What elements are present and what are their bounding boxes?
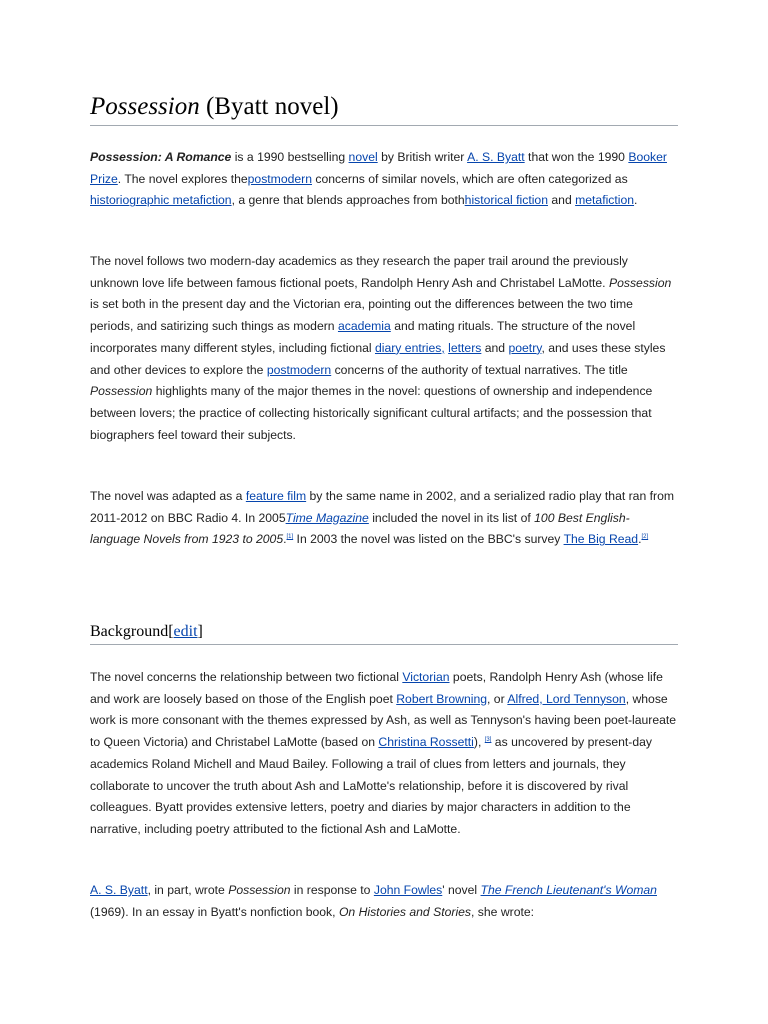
text: concerns of the authority of textual narratives. The title bbox=[331, 362, 628, 377]
text: ), bbox=[473, 735, 485, 750]
link-historiographic-metafiction[interactable]: historiographic metafiction bbox=[90, 193, 232, 208]
bold-title: Possession: A Romance bbox=[90, 150, 232, 164]
edit-section bbox=[168, 623, 203, 640]
heading-text: Background bbox=[90, 623, 169, 640]
link-alfred-lord-tennyson[interactable]: Alfred, Lord Tennyson bbox=[507, 691, 626, 706]
link-metafiction[interactable]: metafiction bbox=[575, 193, 635, 208]
plot-paragraph bbox=[90, 251, 678, 446]
text: that won the 1990 bbox=[524, 150, 629, 164]
reference-2 bbox=[641, 534, 648, 540]
intro-paragraph bbox=[90, 147, 678, 212]
bracket: ] bbox=[197, 623, 203, 640]
adaptation-paragraph bbox=[90, 486, 678, 551]
text: in response to bbox=[290, 883, 374, 897]
text: by British writer bbox=[377, 150, 468, 164]
link-french-lieutenants-woman[interactable] bbox=[481, 883, 657, 897]
text: (1969). In an essay in Byatt's nonfiction book, bbox=[90, 904, 339, 919]
link-diary-entries[interactable]: diary entries, bbox=[374, 340, 445, 355]
text: The novel was adapted as a bbox=[90, 489, 246, 503]
page-title-rest: (Byatt novel) bbox=[199, 93, 339, 120]
link-the-big-read[interactable]: The Big Read bbox=[563, 532, 639, 547]
link-as-byatt-2[interactable]: A. S. Byatt bbox=[90, 883, 148, 897]
text: concerns of similar novels, which are often categorized as bbox=[312, 171, 628, 186]
italic-text: Possession bbox=[228, 883, 291, 897]
text: . bbox=[283, 532, 287, 547]
link-text: The French Lieutenant's Woman bbox=[480, 883, 657, 897]
text: The novel concerns the relationship between two fictional bbox=[90, 670, 403, 684]
section-heading-background bbox=[90, 622, 678, 645]
page-title bbox=[90, 92, 678, 126]
bracket: [ bbox=[168, 623, 174, 640]
text: , a genre that blends approaches from both bbox=[231, 193, 465, 208]
link-booker-prize[interactable]: Booker Prize bbox=[90, 150, 667, 186]
link-postmodern-2[interactable]: postmodern bbox=[266, 362, 332, 377]
text: In 2003 the novel was listed on the BBC's survey bbox=[293, 532, 564, 547]
text: ' novel bbox=[442, 883, 481, 897]
text: included the novel in its list of bbox=[368, 510, 535, 525]
text: The novel follows two modern-day academics as they research the paper trail around the previously unknown love life between famous fictional poets, Randolph Henry Ash and Christabel LaMotte. bbox=[90, 254, 628, 290]
link-victorian[interactable]: Victorian bbox=[402, 670, 450, 684]
text: as uncovered by present-day academics Roland Michell and Maud Bailey. Following a trail of clues from letters and journals, they collaborate to uncover the truth about Ash and LaMotte's relationship, before it is discovered by rival colleagues. Byatt provides extensive letters, poetry and diaries by major characters in addition to the narrative, including poetry attributed to the fictional Ash and LaMotte. bbox=[90, 735, 652, 836]
text: is a 1990 bestselling bbox=[231, 150, 349, 164]
text: highlights many of the major themes in the novel: questions of ownership and independence between lovers; the practice of collecting historically significant cultural artifacts; and the possession that biographers feel toward their subjects. bbox=[90, 384, 653, 442]
link-postmodern[interactable]: postmodern bbox=[247, 171, 312, 186]
text: by the same name in 2002, and a serialized radio play that ran from 2011-2012 on BBC Radio 4. In 2005 bbox=[90, 489, 675, 525]
link-as-byatt[interactable]: A. S. Byatt bbox=[467, 150, 525, 164]
text: and bbox=[481, 340, 509, 355]
text: and bbox=[548, 193, 576, 208]
italic-text: Possession bbox=[608, 275, 672, 290]
link-robert-browning[interactable]: Robert Browning bbox=[396, 691, 488, 706]
text: , or bbox=[487, 691, 508, 706]
text: . bbox=[634, 193, 638, 208]
reference-link[interactable]: [1] bbox=[286, 534, 294, 541]
link-time-magazine[interactable] bbox=[286, 511, 369, 525]
link-text: Time Magazine bbox=[285, 510, 369, 525]
italic-text: Possession bbox=[90, 384, 153, 399]
link-historical-fiction[interactable]: historical fiction bbox=[464, 193, 548, 208]
text: is set both in the present day and the Victorian era, pointing out the differences between the two time periods, and satirizing such things as modern bbox=[90, 297, 633, 334]
background-paragraph bbox=[90, 667, 678, 841]
link-novel[interactable]: novel bbox=[348, 150, 378, 164]
text: and mating rituals. The structure of the novel incorporates many different styles, including fictional bbox=[90, 319, 636, 355]
text: . bbox=[638, 532, 642, 547]
link-christina-rossetti[interactable]: Christina Rossetti bbox=[378, 735, 474, 750]
text: , whose work is more consonant with the themes expressed by Ash, as well as Tennyson's having been poet-laureate to Queen Victoria) and Christabel LaMotte (based on bbox=[90, 691, 677, 750]
byatt-paragraph bbox=[90, 880, 678, 923]
reference-link[interactable]: [3] bbox=[484, 737, 492, 744]
reference-link[interactable]: [2] bbox=[641, 534, 649, 541]
italic-text: 100 Best English-language Novels from 1923 to 2005 bbox=[90, 510, 630, 547]
text: , she wrote: bbox=[471, 904, 535, 919]
italic-text: On Histories and Stories bbox=[338, 904, 472, 919]
page-title-italic: Possession bbox=[90, 93, 200, 120]
text: , in part, wrote bbox=[147, 883, 229, 897]
text: , and uses these styles and other devices to explore the bbox=[90, 340, 666, 377]
text: poets, Randolph Henry Ash (whose life and work are loosely based on those of the English poet bbox=[90, 670, 663, 706]
link-john-fowles[interactable]: John Fowles bbox=[373, 883, 443, 897]
link-poetry[interactable]: poetry bbox=[508, 340, 542, 355]
text: . The novel explores the bbox=[117, 171, 248, 186]
edit-link[interactable]: edit bbox=[173, 623, 198, 640]
link-letters[interactable]: letters bbox=[448, 340, 482, 355]
link-feature-film[interactable]: feature film bbox=[245, 489, 307, 503]
link-academia[interactable]: academia bbox=[337, 319, 391, 334]
